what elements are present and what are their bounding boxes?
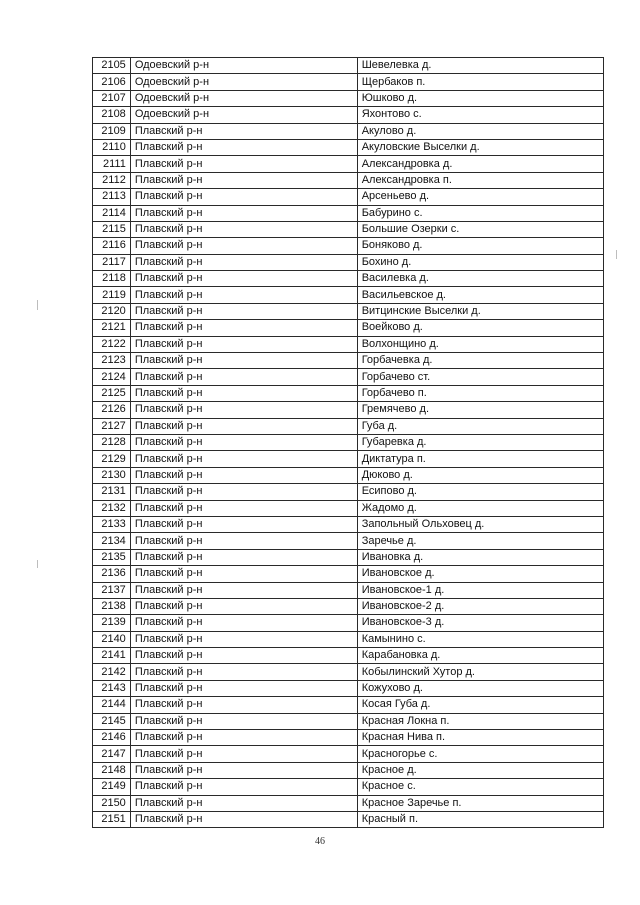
row-number-cell: 2136 — [93, 566, 131, 582]
row-number-cell: 2133 — [93, 516, 131, 532]
locality-cell: Косая Губа д. — [357, 697, 603, 713]
district-cell: Плавский р-н — [130, 500, 357, 516]
locality-cell: Волхонщино д. — [357, 336, 603, 352]
district-cell: Плавский р-н — [130, 730, 357, 746]
district-cell: Плавский р-н — [130, 746, 357, 762]
district-cell: Плавский р-н — [130, 484, 357, 500]
table-row — [93, 582, 604, 598]
table-row — [93, 303, 604, 319]
table-row — [93, 107, 604, 123]
locality-cell: Бохино д. — [357, 254, 603, 270]
row-number-cell: 2148 — [93, 762, 131, 778]
row-number-cell: 2139 — [93, 615, 131, 631]
table-row — [93, 779, 604, 795]
table-row — [93, 418, 604, 434]
table-row — [93, 271, 604, 287]
row-number-cell: 2131 — [93, 484, 131, 500]
row-number-cell: 2114 — [93, 205, 131, 221]
locality-cell: Диктатура п. — [357, 451, 603, 467]
district-cell: Плавский р-н — [130, 467, 357, 483]
locality-cell: Губаревка д. — [357, 434, 603, 450]
district-cell: Плавский р-н — [130, 402, 357, 418]
table-row — [93, 615, 604, 631]
table-row — [93, 238, 604, 254]
row-number-cell: 2145 — [93, 713, 131, 729]
row-number-cell: 2129 — [93, 451, 131, 467]
locality-cell: Красный п. — [357, 811, 603, 827]
locality-cell: Василевка д. — [357, 271, 603, 287]
scan-artifact — [616, 250, 617, 259]
locality-cell: Боняково д. — [357, 238, 603, 254]
locality-cell: Ивановское-3 д. — [357, 615, 603, 631]
district-cell: Плавский р-н — [130, 533, 357, 549]
district-cell: Плавский р-н — [130, 238, 357, 254]
row-number-cell: 2125 — [93, 385, 131, 401]
table-row — [93, 74, 604, 90]
row-number-cell: 2151 — [93, 811, 131, 827]
scan-artifact — [37, 560, 38, 568]
table-row — [93, 402, 604, 418]
district-cell: Плавский р-н — [130, 779, 357, 795]
district-cell: Плавский р-н — [130, 615, 357, 631]
table-row — [93, 287, 604, 303]
row-number-cell: 2110 — [93, 139, 131, 155]
row-number-cell: 2119 — [93, 287, 131, 303]
locality-cell: Акулово д. — [357, 123, 603, 139]
district-cell: Плавский р-н — [130, 139, 357, 155]
district-cell: Плавский р-н — [130, 254, 357, 270]
district-cell: Плавский р-н — [130, 369, 357, 385]
locality-cell: Васильевское д. — [357, 287, 603, 303]
table-row — [93, 156, 604, 172]
locality-table — [92, 57, 604, 828]
page-number: 46 — [315, 836, 325, 847]
district-cell: Плавский р-н — [130, 271, 357, 287]
row-number-cell: 2124 — [93, 369, 131, 385]
table-row — [93, 434, 604, 450]
locality-cell: Губа д. — [357, 418, 603, 434]
row-number-cell: 2113 — [93, 189, 131, 205]
district-cell: Плавский р-н — [130, 680, 357, 696]
district-cell: Плавский р-н — [130, 795, 357, 811]
table-row — [93, 139, 604, 155]
locality-cell: Красное Заречье п. — [357, 795, 603, 811]
table-row — [93, 631, 604, 647]
locality-cell: Кобылинский Хутор д. — [357, 664, 603, 680]
district-cell: Плавский р-н — [130, 811, 357, 827]
district-cell: Плавский р-н — [130, 434, 357, 450]
row-number-cell: 2143 — [93, 680, 131, 696]
row-number-cell: 2132 — [93, 500, 131, 516]
row-number-cell: 2138 — [93, 598, 131, 614]
table-row — [93, 713, 604, 729]
district-cell: Одоевский р-н — [130, 58, 357, 74]
row-number-cell: 2109 — [93, 123, 131, 139]
table-row — [93, 385, 604, 401]
locality-cell: Камынино с. — [357, 631, 603, 647]
locality-cell: Александровка д. — [357, 156, 603, 172]
table-row — [93, 762, 604, 778]
table-row — [93, 221, 604, 237]
district-cell: Плавский р-н — [130, 566, 357, 582]
row-number-cell: 2115 — [93, 221, 131, 237]
row-number-cell: 2120 — [93, 303, 131, 319]
row-number-cell: 2121 — [93, 320, 131, 336]
locality-cell: Яхонтово с. — [357, 107, 603, 123]
row-number-cell: 2122 — [93, 336, 131, 352]
row-number-cell: 2149 — [93, 779, 131, 795]
row-number-cell: 2126 — [93, 402, 131, 418]
locality-cell: Карабановка д. — [357, 648, 603, 664]
district-cell: Плавский р-н — [130, 385, 357, 401]
table-row — [93, 795, 604, 811]
locality-cell: Акуловские Выселки д. — [357, 139, 603, 155]
locality-cell: Воейково д. — [357, 320, 603, 336]
district-cell: Плавский р-н — [130, 205, 357, 221]
district-cell: Плавский р-н — [130, 303, 357, 319]
district-cell: Плавский р-н — [130, 648, 357, 664]
district-cell: Плавский р-н — [130, 172, 357, 188]
locality-cell: Бабурино с. — [357, 205, 603, 221]
locality-cell: Дюково д. — [357, 467, 603, 483]
table-row — [93, 500, 604, 516]
table-row — [93, 484, 604, 500]
row-number-cell: 2142 — [93, 664, 131, 680]
district-cell: Плавский р-н — [130, 336, 357, 352]
district-cell: Плавский р-н — [130, 762, 357, 778]
row-number-cell: 2134 — [93, 533, 131, 549]
district-cell: Плавский р-н — [130, 697, 357, 713]
table-row — [93, 648, 604, 664]
district-cell: Плавский р-н — [130, 287, 357, 303]
row-number-cell: 2105 — [93, 58, 131, 74]
district-cell: Плавский р-н — [130, 451, 357, 467]
locality-cell: Ивановское д. — [357, 566, 603, 582]
locality-cell: Горбачево п. — [357, 385, 603, 401]
row-number-cell: 2108 — [93, 107, 131, 123]
table-row — [93, 320, 604, 336]
district-cell: Плавский р-н — [130, 582, 357, 598]
locality-cell: Горбачевка д. — [357, 353, 603, 369]
locality-cell: Александровка п. — [357, 172, 603, 188]
locality-cell: Красная Нива п. — [357, 730, 603, 746]
table-row — [93, 451, 604, 467]
district-cell: Плавский р-н — [130, 631, 357, 647]
table-row — [93, 533, 604, 549]
locality-cell: Заречье д. — [357, 533, 603, 549]
table-row — [93, 549, 604, 565]
row-number-cell: 2140 — [93, 631, 131, 647]
row-number-cell: 2141 — [93, 648, 131, 664]
table-row — [93, 566, 604, 582]
table-row — [93, 598, 604, 614]
table-row — [93, 697, 604, 713]
district-cell: Плавский р-н — [130, 353, 357, 369]
table-row — [93, 123, 604, 139]
locality-cell: Арсеньево д. — [357, 189, 603, 205]
district-cell: Плавский р-н — [130, 189, 357, 205]
row-number-cell: 2146 — [93, 730, 131, 746]
locality-cell: Гремячево д. — [357, 402, 603, 418]
locality-cell: Красная Локна п. — [357, 713, 603, 729]
locality-cell: Ивановка д. — [357, 549, 603, 565]
locality-cell: Красногорье с. — [357, 746, 603, 762]
table-row — [93, 172, 604, 188]
row-number-cell: 2107 — [93, 90, 131, 106]
locality-cell: Кожухово д. — [357, 680, 603, 696]
table-row — [93, 746, 604, 762]
locality-table-body — [93, 58, 604, 828]
locality-cell: Витцинские Выселки д. — [357, 303, 603, 319]
district-cell: Плавский р-н — [130, 320, 357, 336]
table-row — [93, 811, 604, 827]
locality-cell: Красное с. — [357, 779, 603, 795]
district-cell: Плавский р-н — [130, 664, 357, 680]
table-row — [93, 516, 604, 532]
row-number-cell: 2150 — [93, 795, 131, 811]
table-row — [93, 664, 604, 680]
table-row — [93, 205, 604, 221]
district-cell: Плавский р-н — [130, 516, 357, 532]
locality-cell: Щербаков п. — [357, 74, 603, 90]
row-number-cell: 2144 — [93, 697, 131, 713]
table-row — [93, 680, 604, 696]
table-row — [93, 730, 604, 746]
locality-cell: Запольный Ольховец д. — [357, 516, 603, 532]
locality-cell: Большие Озерки с. — [357, 221, 603, 237]
row-number-cell: 2128 — [93, 434, 131, 450]
table-row — [93, 336, 604, 352]
row-number-cell: 2137 — [93, 582, 131, 598]
row-number-cell: 2106 — [93, 74, 131, 90]
locality-cell: Есипово д. — [357, 484, 603, 500]
locality-cell: Шевелевка д. — [357, 58, 603, 74]
table-row — [93, 189, 604, 205]
scan-artifact — [37, 300, 38, 310]
district-cell: Одоевский р-н — [130, 74, 357, 90]
row-number-cell: 2116 — [93, 238, 131, 254]
table-row — [93, 353, 604, 369]
row-number-cell: 2135 — [93, 549, 131, 565]
table-row — [93, 467, 604, 483]
district-cell: Плавский р-н — [130, 156, 357, 172]
district-cell: Плавский р-н — [130, 713, 357, 729]
table-row — [93, 58, 604, 74]
district-cell: Одоевский р-н — [130, 107, 357, 123]
row-number-cell: 2112 — [93, 172, 131, 188]
table-row — [93, 369, 604, 385]
row-number-cell: 2147 — [93, 746, 131, 762]
district-cell: Одоевский р-н — [130, 90, 357, 106]
district-cell: Плавский р-н — [130, 418, 357, 434]
district-cell: Плавский р-н — [130, 598, 357, 614]
row-number-cell: 2123 — [93, 353, 131, 369]
row-number-cell: 2117 — [93, 254, 131, 270]
table-row — [93, 254, 604, 270]
district-cell: Плавский р-н — [130, 549, 357, 565]
locality-cell: Ивановское-2 д. — [357, 598, 603, 614]
district-cell: Плавский р-н — [130, 221, 357, 237]
row-number-cell: 2118 — [93, 271, 131, 287]
row-number-cell: 2127 — [93, 418, 131, 434]
row-number-cell: 2111 — [93, 156, 131, 172]
row-number-cell: 2130 — [93, 467, 131, 483]
locality-cell: Жадомо д. — [357, 500, 603, 516]
table-row — [93, 90, 604, 106]
district-cell: Плавский р-н — [130, 123, 357, 139]
locality-cell: Горбачево ст. — [357, 369, 603, 385]
locality-cell: Юшково д. — [357, 90, 603, 106]
locality-cell: Ивановское-1 д. — [357, 582, 603, 598]
locality-cell: Красное д. — [357, 762, 603, 778]
